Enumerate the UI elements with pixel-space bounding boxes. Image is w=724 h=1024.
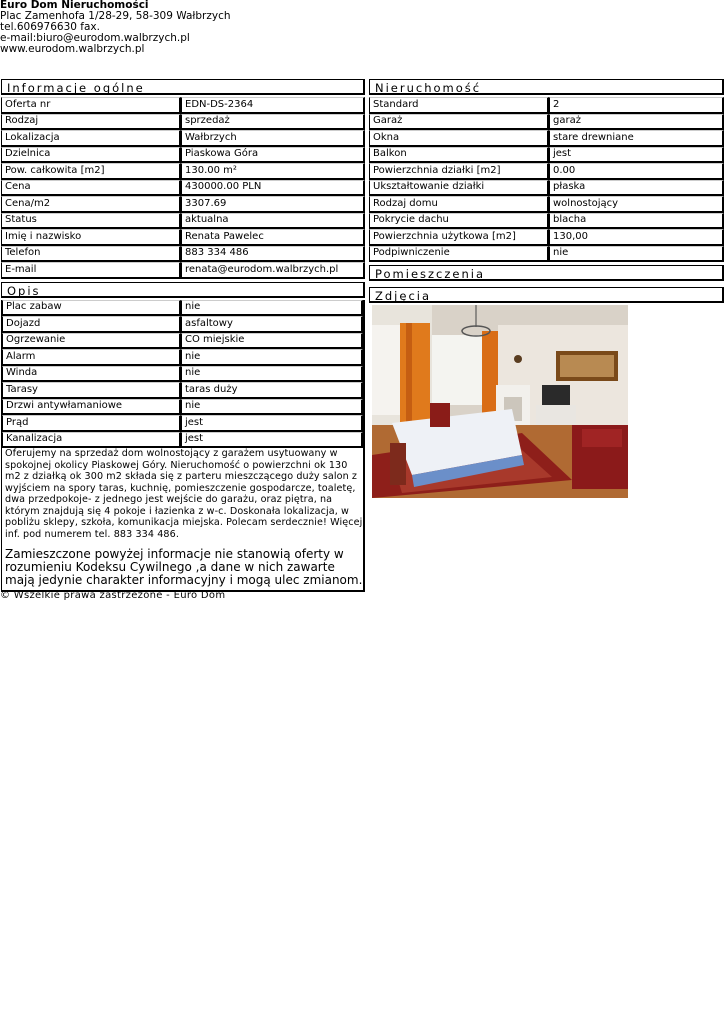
row-label: Tarasy [2, 382, 181, 399]
row-value: EDN-DS-2364 [181, 97, 365, 114]
company-name: Euro Dom Nieruchomości [0, 0, 149, 11]
row-label: Okna [369, 130, 549, 147]
footer-copyright: © Wszelkie prawa zastrzeżone - Euro Dom [0, 590, 226, 601]
row-label: Pow. całkowita [m2] [1, 163, 181, 180]
company-email: e-mail:biuro@eurodom.walbrzych.pl [0, 32, 190, 44]
row-value: 130.00 m² [181, 163, 365, 180]
row-label: E-mail [1, 262, 181, 279]
row-value: garaż [549, 114, 724, 131]
row-value: taras duży [181, 382, 363, 399]
row-label: Balkon [369, 147, 549, 164]
row-value: 130,00 [549, 229, 724, 246]
row-label: Drzwi antywłamaniowe [2, 399, 181, 416]
row-label: Telefon [1, 246, 181, 263]
section-title-property: Nieruchomość [369, 79, 724, 95]
row-label: Oferta nr [1, 97, 181, 114]
right-column [369, 79, 724, 305]
table-row [1, 229, 365, 246]
row-value: CO miejskie [181, 333, 363, 350]
row-value: aktualna [181, 213, 365, 230]
row-label: Lokalizacja [1, 130, 181, 147]
row-label: Standard [369, 97, 549, 114]
row-value: płaska [549, 180, 724, 197]
table-row [2, 300, 363, 317]
row-label: Cena/m2 [1, 196, 181, 213]
table-row [1, 262, 365, 279]
row-value: nie [549, 246, 724, 263]
row-label: Status [1, 213, 181, 230]
section-title-opis: Opis [1, 282, 365, 298]
row-value: blacha [549, 213, 724, 230]
table-row [369, 97, 724, 114]
row-value: nie [181, 300, 363, 317]
company-website: www.eurodom.walbrzych.pl [0, 43, 145, 55]
row-value: nie [181, 399, 363, 416]
table-row [1, 213, 365, 230]
table-row [1, 114, 365, 131]
table-row [1, 180, 365, 197]
row-value: jest [181, 432, 363, 449]
general-info-table [1, 97, 365, 279]
living-room-photo-image [372, 305, 628, 498]
table-row [2, 415, 363, 432]
company-address: Plac Zamenhofa 1/28-29, 58-309 Wałbrzych [0, 10, 231, 22]
table-row [1, 147, 365, 164]
row-label: Alarm [2, 349, 181, 366]
table-row [369, 229, 724, 246]
table-row [369, 130, 724, 147]
opis-table [2, 300, 363, 449]
table-row [2, 333, 363, 350]
table-row [1, 130, 365, 147]
table-row [1, 246, 365, 263]
row-value: Renata Pawelec [181, 229, 365, 246]
table-row [1, 196, 365, 213]
table-row [2, 349, 363, 366]
row-label: Pokrycie dachu [369, 213, 549, 230]
row-value: 883 334 486 [181, 246, 365, 263]
table-row [369, 147, 724, 164]
table-row [369, 246, 724, 263]
row-label: Rodzaj domu [369, 196, 549, 213]
row-value: renata@eurodom.walbrzych.pl [181, 262, 365, 279]
row-value: nie [181, 349, 363, 366]
table-row [2, 366, 363, 383]
table-row [369, 180, 724, 197]
row-value: 430000.00 PLN [181, 180, 365, 197]
section-title-photos: Zdjęcia [369, 287, 724, 303]
row-label: Garaż [369, 114, 549, 131]
table-row [2, 399, 363, 416]
table-row [369, 196, 724, 213]
row-value: sprzedaż [181, 114, 365, 131]
row-value: jest [549, 147, 724, 164]
row-label: Rodzaj [1, 114, 181, 131]
opis-box [1, 300, 365, 593]
table-row [369, 114, 724, 131]
row-value: jest [181, 415, 363, 432]
row-label: Ukształtowanie działki [369, 180, 549, 197]
row-value: asfaltowy [181, 316, 363, 333]
table-row [1, 97, 365, 114]
table-row [2, 316, 363, 333]
row-label: Powierzchnia działki [m2] [369, 163, 549, 180]
table-row [1, 163, 365, 180]
section-title-general: Informacje ogólne [1, 79, 365, 95]
row-value: nie [181, 366, 363, 383]
row-value: Piaskowa Góra [181, 147, 365, 164]
row-label: Prąd [2, 415, 181, 432]
table-row [369, 213, 724, 230]
row-value: 2 [549, 97, 724, 114]
property-description: Oferujemy na sprzedaż dom wolnostojący z garażem usytuowany w spokojnej okolicy Piaskowej Góry. Nieruchomość o powierzchni ok 130 m2 z działką ok 300 m2 składa się z parteru mieszczącego duży salon z wyjściem na spory taras, kuchnię, pomieszczenie gospodarcze, toaletę, dwa przedpokoje- z jednego jest wejście do garażu, oraz piętra, na którym znajdują się 4 pokoje i łazienka z w-c. Doskonała lokalizacja, w pobliżu sklepy, szkoła, komunikacja miejska. Polecam serdecznie! Więcej inf. pod numerem tel. 883 334 486. [5, 448, 363, 540]
row-label: Powierzchnia użytkowa [m2] [369, 229, 549, 246]
table-row [369, 163, 724, 180]
row-label: Kanalizacja [2, 432, 181, 449]
row-value: 0.00 [549, 163, 724, 180]
company-phone: tel.606976630 fax. [0, 21, 100, 33]
section-title-rooms: Pomieszczenia [369, 265, 724, 281]
row-label: Cena [1, 180, 181, 197]
row-label: Winda [2, 366, 181, 383]
row-label: Podpiwniczenie [369, 246, 549, 263]
row-label: Imię i nazwisko [1, 229, 181, 246]
agency-header [0, 0, 231, 55]
row-value: wolnostojący [549, 196, 724, 213]
row-label: Dojazd [2, 316, 181, 333]
legal-disclaimer: Zamieszczone powyżej informacje nie stanowią oferty w rozumieniu Kodeksu Cywilnego ,a dane w nich zawarte mają jedynie charakter informacyjny i mogą ulec zmianom. [5, 547, 363, 587]
property-photo[interactable] [372, 305, 628, 498]
row-value: 3307.69 [181, 196, 365, 213]
left-column [1, 79, 365, 592]
row-label: Ogrzewanie [2, 333, 181, 350]
row-label: Plac zabaw [2, 300, 181, 317]
table-row [2, 382, 363, 399]
row-value: Wałbrzych [181, 130, 365, 147]
table-row [2, 432, 363, 449]
row-value: stare drewniane [549, 130, 724, 147]
row-label: Dzielnica [1, 147, 181, 164]
property-table [369, 97, 724, 262]
